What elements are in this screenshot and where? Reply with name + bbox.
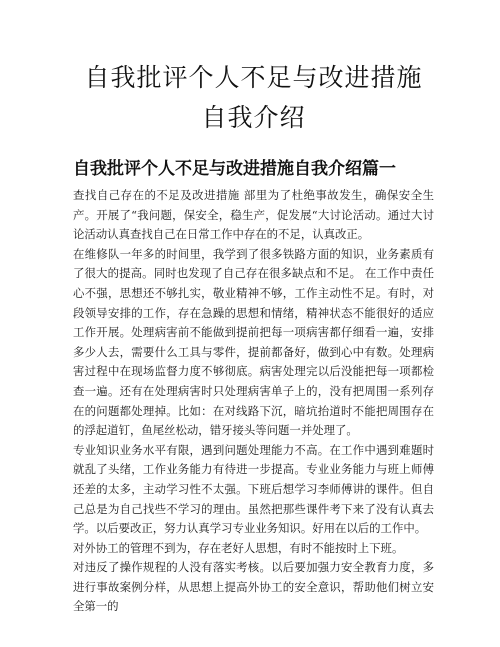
section-heading: 自我批评个人不足与改进措施自我介绍篇一 — [73, 159, 396, 179]
document-body — [73, 186, 434, 617]
paragraph-2: 在维修队一年多的时间里，我学到了很多铁路方面的知识，业务素质有了很大的提高。同时也发现了自己存在很多缺点和不足。 在工作中责任心不强，思想还不够扎实，敬业精神不够，工作主动性不足。有时，对段领导安排的工作，存在急躁的思想和情绪，精神状态不能很好的适应工作开展。处理病害前不能做到提前把每一项病害都仔细看一遍，安排多少人去，需要什么工具与零件，提前都备好，做到心中有数。处理病害过程中在现场监督力度不够彻底。病害处理完以后没能把每一项都检查一遍。还有在处理病害时只处理病害单子上的，没有把周围一系列存在的问题都处理掉。比如：在对线路下沉，暗坑抬道时不能把周围存在的浮起道钉，鱼尾丝松动，错牙接头等问题一并处理了。 — [73, 246, 434, 438]
paragraph-1: 查找自己存在的不足及改进措施 部里为了杜绝事故发生，确保安全生产。开展了“我问题，保安全，稳生产，促发展“大讨论活动。通过大讨论活动认真查找自己在日常工作中存在的不足，认真改正。 — [73, 188, 434, 242]
document-title: 自我批评个人不足与改进措施自我介绍 — [84, 63, 423, 132]
paragraph-3: 专业知识业务水平有限，遇到问题处理能力不高。在工作中遇到难题时就乱了头绪，工作业务能力有待进一步提高。专业业务能力与班上师傅还差的太多，主动学习性不太强。下班后想学习李师傅讲的课件。但自己总是为自己找些不学习的理由。虽然把那些课件考下来了没有认真去学。以后要改正，努力认真学习专业业务知识。好用在以后的工作中。 — [73, 442, 434, 536]
paragraph-5: 对违反了操作规程的人没有落实考核。以后要加强力安全教育力度，多进行事故案例分样，从思想上提高外协工的安全意识，帮助他们树立安全第一的 — [73, 560, 434, 614]
paragraph-4: 对外协工的管理不到为，存在老好人思想，有时不能按时上下班。 — [73, 540, 404, 555]
